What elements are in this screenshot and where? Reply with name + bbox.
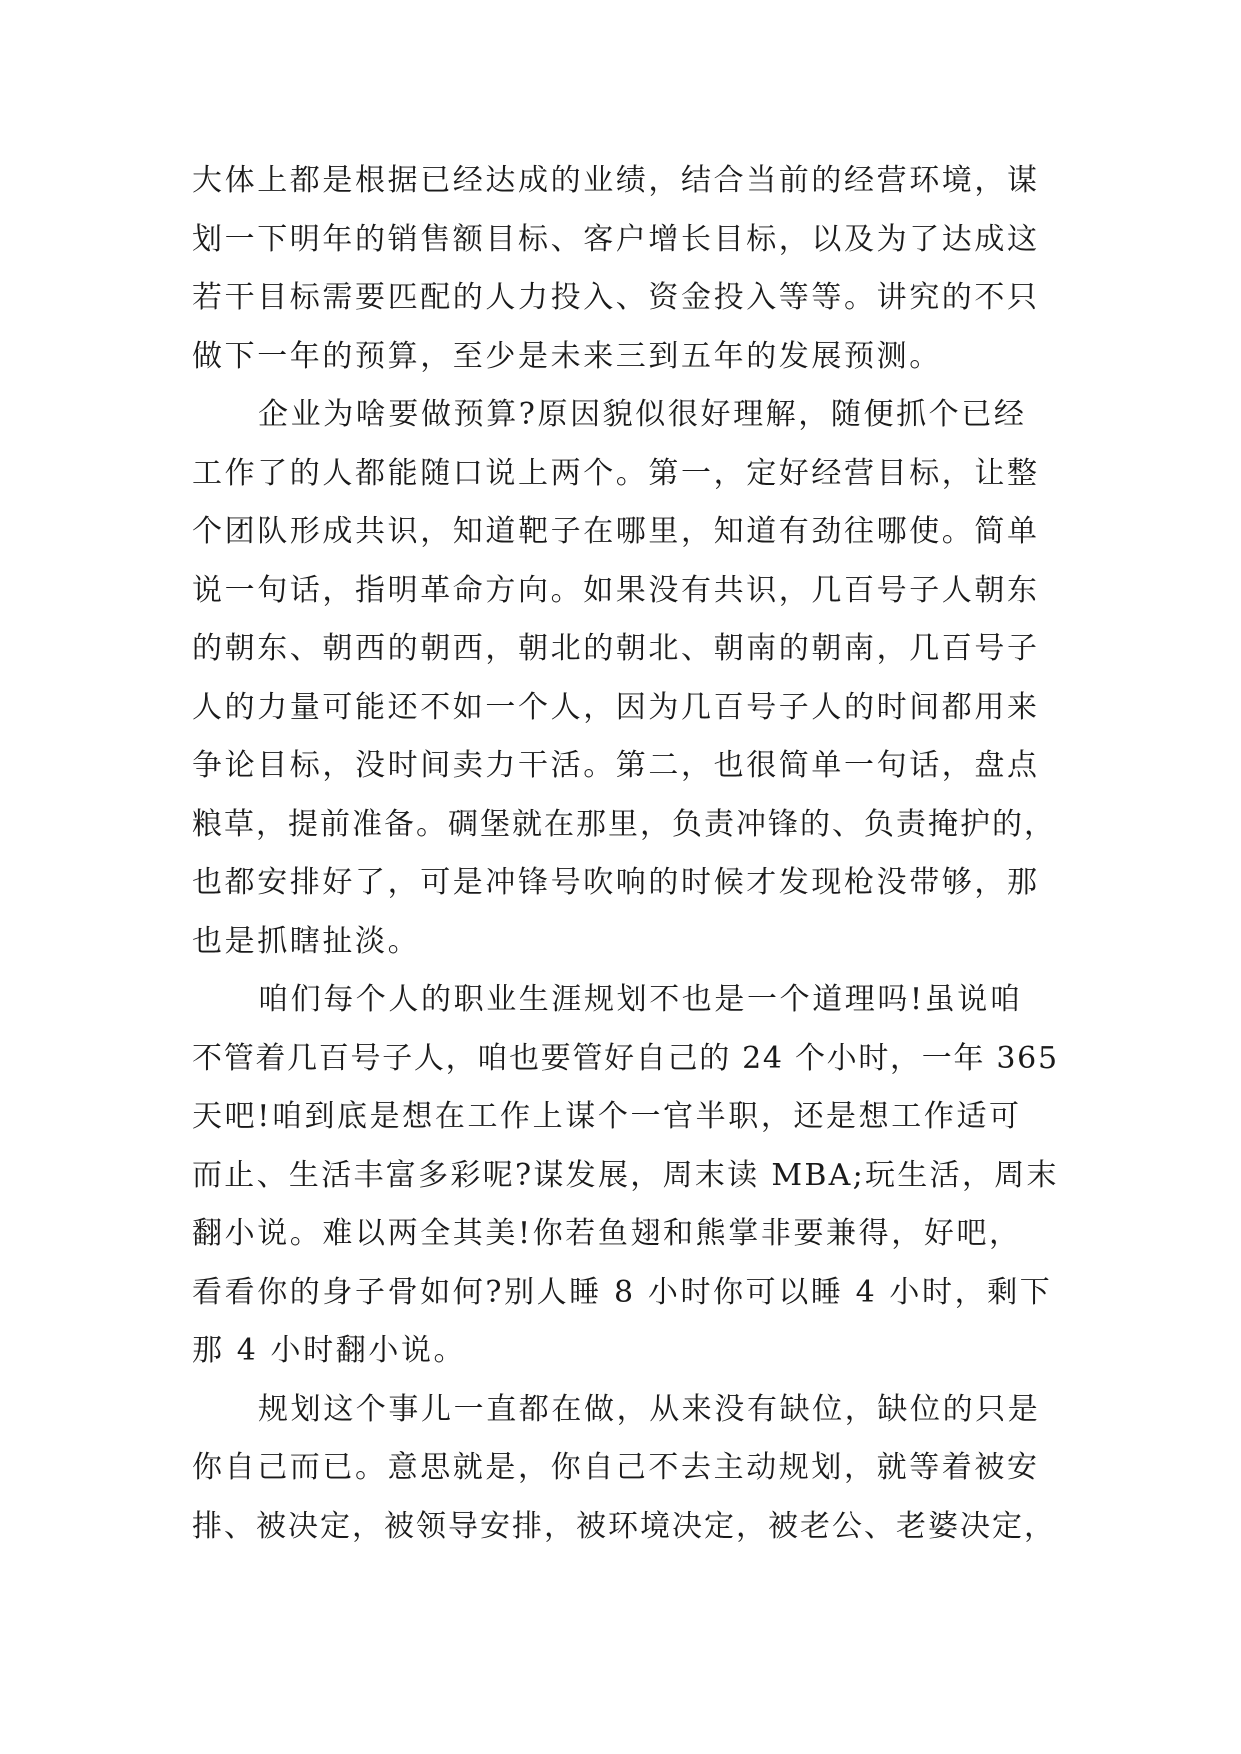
text-line: 也是抓瞎扯淡。 xyxy=(192,923,421,959)
text-line: 你自己而已。意思就是，你自己不去主动规划，就等着被安 xyxy=(192,1450,1040,1485)
paragraph-first-line: 规划这个事儿一直都在做，从来没有缺位，缺位的只是 xyxy=(258,1391,1041,1427)
text-line: 争论目标，没时间卖力干活。第二，也很简单一句话，盘点 xyxy=(192,748,1040,783)
text-line: 那 4 小时翻小说。 xyxy=(192,1333,467,1368)
text-line: 人的力量可能还不如一个人，因为几百号子人的时间都用来 xyxy=(192,689,1040,725)
text-line: 说一句话，指明革命方向。如果没有共识，几百号子人朝东 xyxy=(192,572,1040,608)
document-body xyxy=(192,152,1062,1556)
text-line: 天吧!咱到底是想在工作上谋个一官半职，还是想工作适可 xyxy=(192,1099,1022,1134)
text-line: 的朝东、朝西的朝西，朝北的朝北、朝南的朝南，几百号子 xyxy=(192,631,1040,666)
text-line: 也都安排好了，可是冲锋号吹响的时候才发现枪没带够，那 xyxy=(192,865,1040,900)
text-line: 做下一年的预算，至少是未来三到五年的发展预测。 xyxy=(192,338,942,374)
text-line: 工作了的人都能随口说上两个。第一，定好经营目标，让整 xyxy=(192,455,1040,491)
text-line: 个团队形成共识，知道靶子在哪里，知道有劲往哪使。简单 xyxy=(192,514,1040,549)
text-line: 划一下明年的销售额目标、客户增长目标，以及为了达成这 xyxy=(192,221,1040,257)
text-line: 粮草，提前准备。碉堡就在那里，负责冲锋的、负责掩护的， xyxy=(192,806,1056,842)
text-line: 翻小说。难以两全其美!你若鱼翅和熊掌非要兼得，好吧， xyxy=(192,1216,1022,1251)
text-line: 不管着几百号子人，咱也要管好自己的 24 个小时，一年 365 xyxy=(192,1040,1059,1076)
text-line: 排、被决定，被领导安排，被环境决定，被老公、老婆决定， xyxy=(192,1508,1056,1544)
text-line: 看看你的身子骨如何?别人睡 8 小时你可以睡 4 小时，剩下 xyxy=(192,1274,1053,1310)
text-line: 大体上都是根据已经达成的业绩，结合当前的经营环境，谋 xyxy=(192,163,1040,198)
paragraph-first-line: 企业为啥要做预算?原因貌似很好理解，随便抓个已经 xyxy=(258,397,1027,432)
text-line: 而止、生活丰富多彩呢?谋发展，周末读 MBA;玩生活，周末 xyxy=(192,1157,1059,1193)
text-line: 若干目标需要匹配的人力投入、资金投入等等。讲究的不只 xyxy=(192,280,1040,315)
paragraph-first-line: 咱们每个人的职业生涯规划不也是一个道理吗!虽说咱 xyxy=(258,982,1023,1017)
